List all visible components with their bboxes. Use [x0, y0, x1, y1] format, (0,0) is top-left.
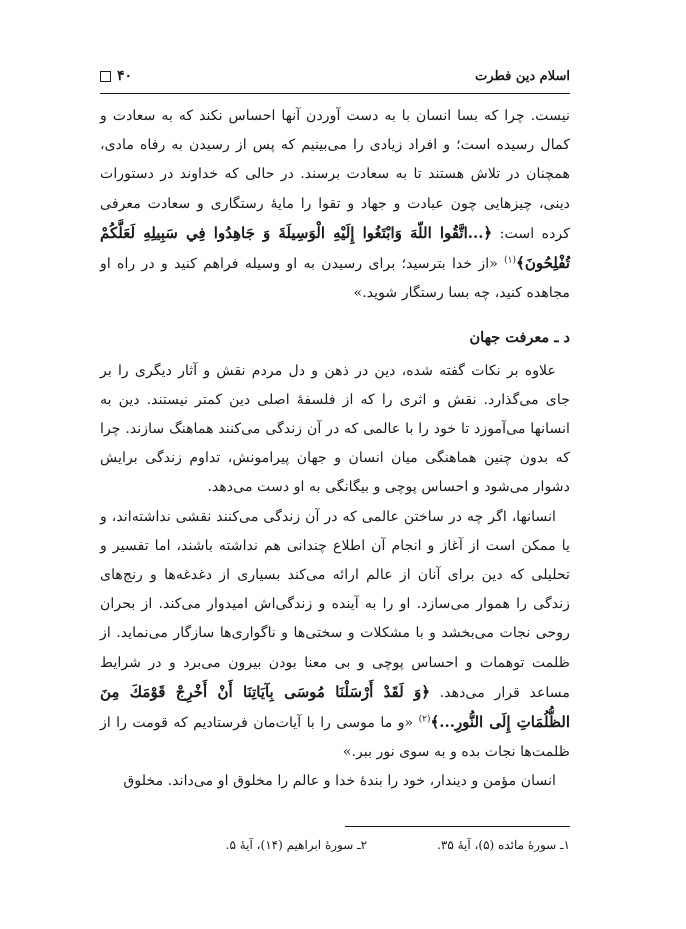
page-number: ۴۰: [117, 68, 133, 84]
paragraph-3-text-b: «و ما موسی را با آیات‌مان فرستادیم که قومت را از ظلمت‌ها نجات بده و به سوی نور ببر.»: [100, 715, 570, 761]
quran-verse-1: ﴿...اتَّقُوا اللّهَ وَابْتَغُوا إِلَيْهِ الْوَسِيلَةَ وَ جَاهِدُوا فِي سَبِيلِهِ لَعَلَّكُمْ تُفْلِحُونَ﴾: [100, 223, 570, 273]
section-heading: د ـ معرفت جهان: [469, 329, 570, 347]
footnote-ref-2[interactable]: (۲): [418, 714, 431, 725]
book-title: اسلام دین فطرت: [475, 68, 570, 84]
footnote-ref-1[interactable]: (۱): [504, 255, 517, 266]
page-header: [100, 62, 570, 90]
footnote-1: ۱ـ سورهٔ مائده (۵)، آیهٔ ۳۵.: [437, 838, 570, 852]
footnote-rule: [345, 826, 570, 827]
paragraph-4: انسان مؤمن و دیندار، خود را بندهٔ خدا و عالم را مخلوق او می‌داند. مخلوق: [123, 773, 556, 790]
paragraph-2: علاوه بر نکات گفته شده، دین در ذهن و دل مردم نقش و آثار دیگری را بر جای می‌گذارد. نقش و اثری را که از فلسفهٔ اصلی دین کمتر نیستند. دین به انسانها می‌آموزد تا خود را با عالمی که در آن زندگی می‌کنند هماهنگ سازند. چرا که بدون چنین هماهنگی میان انسان و جهان پیرامونش، تداوم زندگی برایش دشوار می‌شود و احساس پوچی و بیگانگی به او دست می‌دهد.: [100, 362, 570, 496]
square-bullet-icon: [100, 71, 111, 82]
quran-verse-2: ﴿وَ لَقَدْ أَرْسَلْنَا مُوسَى بِآيَاتِنَا أَنْ أَخْرِجْ قَوْمَكَ مِنَ الظُّلُمَاتِ إِلَى النُّورِ...﴾: [100, 682, 570, 732]
paragraph-3: [100, 503, 570, 768]
header-rule: [100, 93, 570, 94]
paragraph-1: [100, 102, 570, 308]
footnotes: [100, 838, 570, 858]
paragraph-1-text-b: «از خدا بترسید؛ برای رسیدن به او وسیله فراهم کنید و در راه او مجاهده کنید، چه بسا رستگار شوید.»: [100, 256, 570, 302]
page-number-block: [100, 68, 132, 84]
paragraph-1-text-a: نیست. چرا که بسا انسان با به دست آوردن آنها احساس نکند که به سعادت و کمال رسیده است؛ و افراد زیادی را می‌بینیم که پس از رسیدن به رفاه مادی، همچنان در تلاش هستند تا به سعادت برسند. در حالی که خداوند در دستورات دینی، چیزهایی چون عبادت و جهاد و تقوا را مایهٔ رستگاری و سعادت معرفی کرده است:: [100, 108, 570, 242]
paragraph-3-text-a: انسانها، اگر چه در ساختن عالمی که در آن زندگی می‌کنند نقشی نداشته‌اند، و یا ممکن است از آغاز و انجام آن اطلاع چندانی هم نداشته باشند، اما تفسیر و تحلیلی که دین برای آنان از عالم ارائه می‌کند بسیاری از دغدغه‌ها و رنج‌های زندگی را هموار می‌سازد. او را به آینده و زندگی‌اش امیدوار می‌کند. از بحران روحی نجات می‌بخشد و با مشکلات و سختی‌ها و ناگواری‌ها سازگار می‌نماید. از ظلمت توهمات و احساس پوچی و بی معنا بودن بیرون می‌برد و در شرایط مساعد قرار می‌دهد.: [100, 508, 570, 701]
footnote-2: ۲ـ سورهٔ ابراهیم (۱۴)، آیهٔ ۵.: [225, 838, 368, 852]
page-body: [100, 102, 570, 797]
